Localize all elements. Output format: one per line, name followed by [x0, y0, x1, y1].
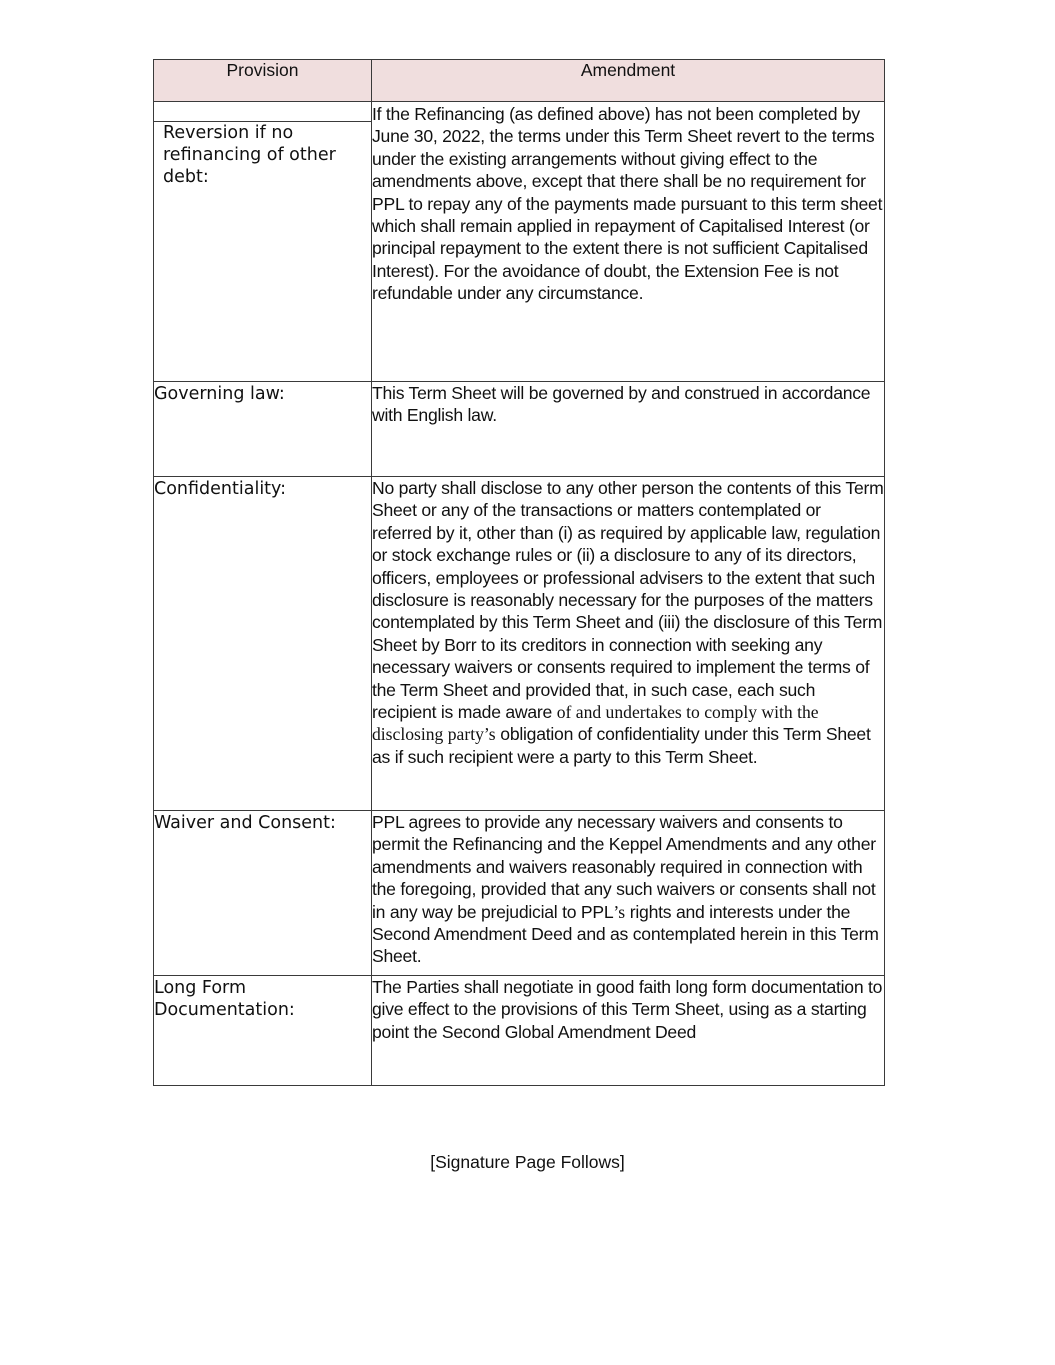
- table-row-long-form: [154, 976, 885, 1086]
- amendment-text: No party shall disclose to any other person the contents of this Term Sheet or any of the transactions or matters contemplated or referred by it, other than (i) as required by applicable law, regulation or stock exchange rules or (ii) a disclosure to any of its directors, officers, employees or professional advisers to the extent that such disclosure is reasonably necessary for the purposes of the matters contemplated by this Term Sheet and (iii) the disclosure of this Term Sheet by Borr to its creditors in connection with seeking any necessary waivers or consents required to implement the terms of the Term Sheet and provided that, in such case, each such recipient is made aware: [372, 478, 884, 723]
- amendment-text-serif: ’s: [613, 901, 626, 922]
- amendment-waiver: [372, 811, 885, 976]
- header-provision: Provision: [154, 60, 372, 102]
- amendment-text: rights and interests under the Second Amendment Deed and as contemplated herein in this Term Sheet.: [372, 901, 879, 967]
- provision-cell: [154, 102, 372, 382]
- provision-reversion: Reversion if no refinancing of other debt:: [163, 123, 336, 187]
- header-amendment: Amendment: [372, 60, 885, 102]
- provision-confidentiality: Confidentiality:: [154, 477, 372, 811]
- provision-governing-law: Governing law:: [154, 382, 372, 477]
- table-row-waiver: [154, 811, 885, 976]
- amendment-text: PPL agrees to provide any necessary waivers and consents to permit the Refinancing and the Keppel Amendments and any other amendments and waivers reasonably required in connection with the foregoing, provided that any such waivers or consents shall not in any way be prejudicial to PPL: [372, 812, 876, 922]
- table-row-governing-law: [154, 382, 885, 477]
- amendment-text-serif: of and undertakes to comply with the disclosing party’s: [372, 702, 819, 745]
- provision-long-form: Long Form Documentation:: [154, 976, 372, 1086]
- amendment-long-form: The Parties shall negotiate in good faith long form documentation to give effect to the provisions of this Term Sheet, using as a starting point the Second Global Amendment Deed: [372, 976, 885, 1086]
- provision-waiver: Waiver and Consent:: [154, 811, 372, 976]
- signature-page-note: [Signature Page Follows]: [430, 1152, 625, 1172]
- term-sheet-table: [153, 59, 885, 1086]
- table-row-confidentiality: [154, 477, 885, 811]
- table-row-reversion: [154, 102, 885, 382]
- amendment-governing-law: This Term Sheet will be governed by and construed in accordance with English law.: [372, 382, 885, 477]
- amendment-reversion: If the Refinancing (as defined above) has not been completed by June 30, 2022, the terms under this Term Sheet revert to the terms under the existing arrangements without giving effect to the amendments above, except that there shall be no requirement for PPL to repay any of the payments made pursuant to this term sheet which shall remain applied in repayment of Capitalised Interest (or principal repayment to the extent there is not sufficient Capitalised Interest). For the avoidance of doubt, the Extension Fee is not refundable under any circumstance.: [372, 102, 885, 382]
- amendment-confidentiality: [372, 477, 885, 811]
- table-header-row: [154, 60, 885, 102]
- amendment-text: obligation of confidentiality under this Term Sheet as if such recipient were a party to this Term Sheet.: [372, 724, 871, 767]
